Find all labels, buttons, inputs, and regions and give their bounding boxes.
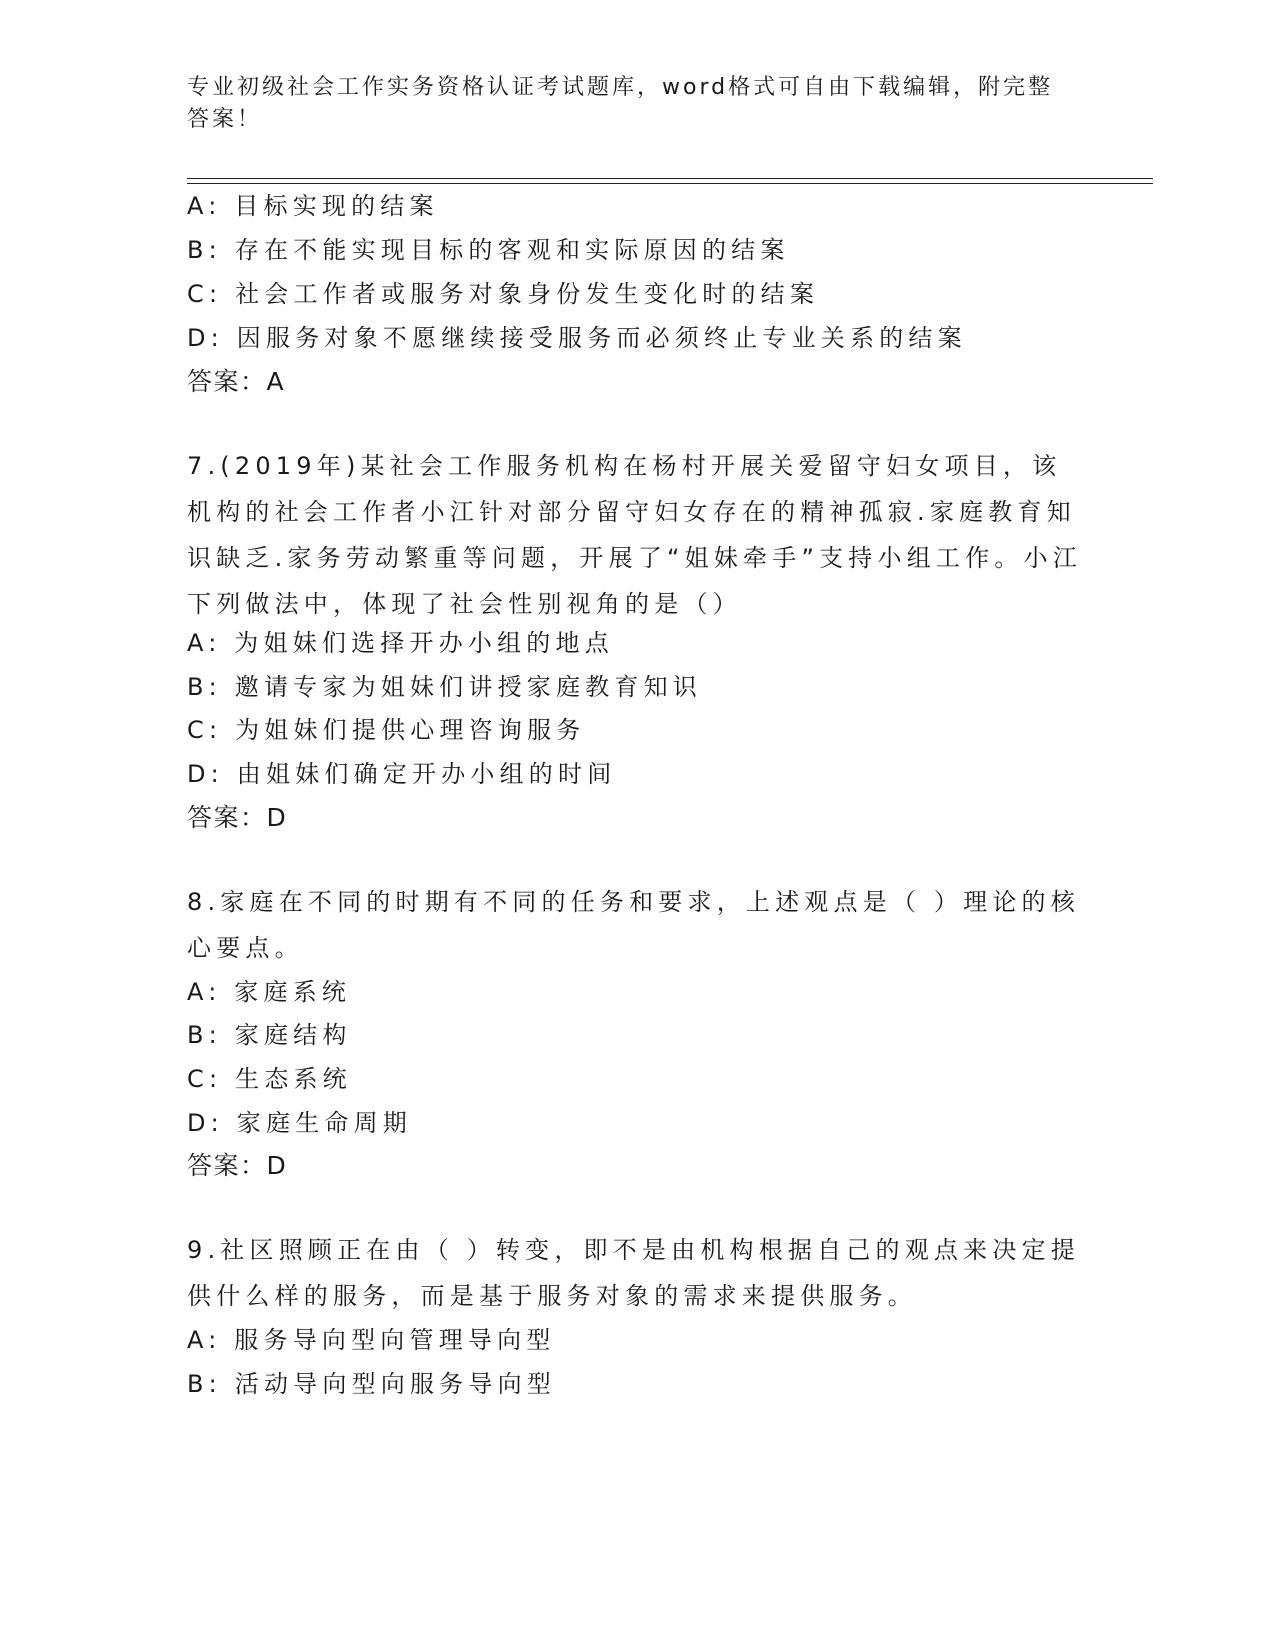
q8-stem: 8.家庭在不同的时期有不同的任务和要求，上述观点是（ ）理论的核心要点。: [187, 888, 1080, 962]
q6-option-a: A: 目标实现的结案: [187, 192, 439, 220]
header-divider-bottom: [187, 183, 1153, 184]
q7-answer-label: 答案：: [187, 803, 267, 832]
q9-stem: 9.社区照顾正在由（ ）转变，即不是由机构根据自己的观点来决定提供什么样的服务，而是基于服务对象的需求来提供服务。: [187, 1236, 1080, 1310]
q8-option-c: C: 生态系统: [187, 1065, 352, 1093]
q7-option-a: A: 为姐妹们选择开办小组的地点: [187, 629, 614, 657]
document-header: 专业初级社会工作实务资格认证考试题库，word格式可自由下载编辑，附完整答案！: [187, 75, 1054, 132]
q7-answer: [187, 802, 286, 834]
q8-answer-value: D: [266, 1151, 286, 1180]
q7-option-d: D: 由姐妹们确定开办小组的时间: [187, 760, 617, 788]
q6-option-b: B: 存在不能实现目标的客观和实际原因的结案: [187, 236, 790, 264]
q9-option-a: A: 服务导向型向管理导向型: [187, 1326, 556, 1354]
q8-option-b: B: 家庭结构: [187, 1021, 352, 1049]
q6-option-c: C: 社会工作者或服务对象身份发生变化时的结案: [187, 280, 820, 308]
q6-answer-label: 答案：: [187, 367, 267, 396]
q7-stem: 7.(2019年)某社会工作服务机构在杨村开展关爱留守妇女项目，该机构的社会工作者小江针对部分留守妇女存在的精神孤寂.家庭教育知识缺乏.家务劳动繁重等问题，开展了“姐妹牵手”支持小组工作。小江下列做法中，体现了社会性别视角的是（）: [187, 452, 1082, 618]
q6-answer: [187, 366, 284, 398]
q6-option-d: D: 因服务对象不愿继续接受服务而必须终止专业关系的结案: [187, 324, 967, 352]
q7-option-b: B: 邀请专家为姐妹们讲授家庭教育知识: [187, 673, 702, 701]
q7-option-c: C: 为姐妹们提供心理咨询服务: [187, 716, 586, 744]
q9-option-b: B: 活动导向型向服务导向型: [187, 1370, 556, 1398]
q8-option-d: D: 家庭生命周期: [187, 1109, 412, 1137]
q6-answer-value: A: [266, 367, 284, 396]
q8-option-a: A: 家庭系统: [187, 978, 352, 1006]
header-divider-top: [187, 178, 1153, 179]
q7-answer-value: D: [266, 803, 286, 832]
q8-answer-label: 答案：: [187, 1151, 267, 1180]
q8-answer: [187, 1150, 286, 1182]
